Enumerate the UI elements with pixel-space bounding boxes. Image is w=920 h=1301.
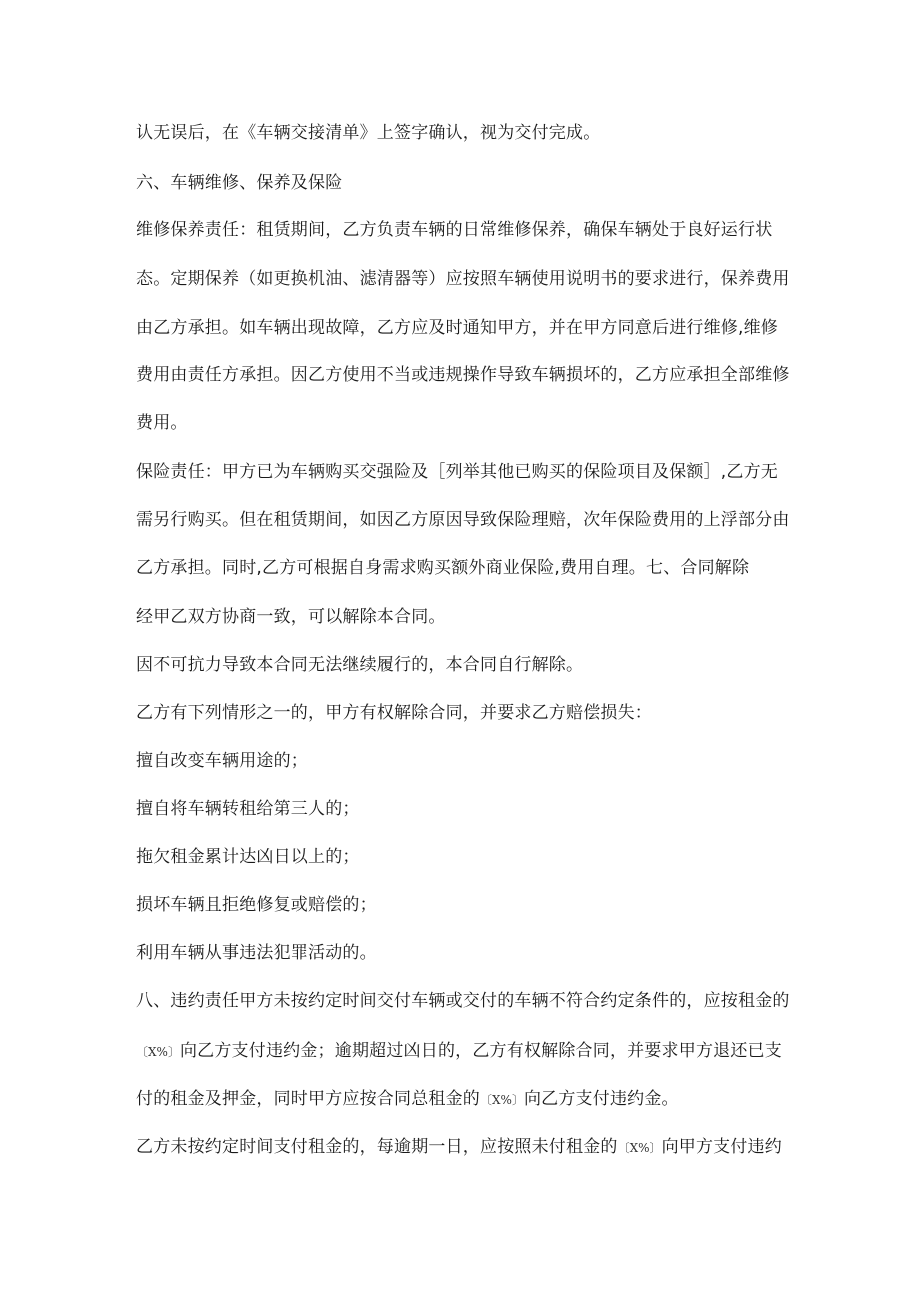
percentage-placeholder: 〔X%〕 (480, 1093, 524, 1107)
text-line: 维修保养责任：租赁期间，乙方负责车辆的日常维修保养，确保车辆处于良好运行状 (136, 220, 773, 240)
text-line: 乙方有下列情形之一的，甲方有权解除合同，并要求乙方赔偿损失： (136, 703, 652, 723)
text-line: 态。定期保养（如更换机油、滤清器等）应按照车辆使用说明书的要求进行，保养费用 (136, 269, 790, 289)
text-line: 需另行购买。但在租赁期间，如因乙方原因导致保险理赔，次年保险费用的上浮部分由 (136, 510, 790, 530)
text-span: 付的租金及押金，同时甲方应按合同总租金的 (136, 1089, 480, 1109)
text-line (136, 1040, 796, 1063)
text-line: 保险责任：甲方已为车辆购买交强险及［列举其他已购买的保险项目及保额］,乙方无 (136, 462, 779, 482)
text-span: 乙方未按约定时间支付租金的，每逾期一日，应按照未付租金的 (136, 1137, 618, 1157)
list-item: 损坏车辆且拒绝修复或赔偿的； (136, 895, 377, 915)
section-heading: 八、违约责任甲方未按约定时间交付车辆或交付的车辆不符合约定条件的，应按租金的 (136, 991, 790, 1011)
text-line: 乙方承担。同时,乙方可根据自身需求购买额外商业保险,费用自理。七、合同解除 (136, 558, 750, 578)
text-line: 费用。 (136, 413, 188, 433)
section-heading: 六、车辆维修、保养及保险 (136, 173, 343, 193)
text-span: 向乙方支付违约金；逾期超过凶日的，乙方有权解除合同，并要求甲方退还已支 (179, 1041, 782, 1061)
list-item: 利用车辆从事违法犯罪活动的。 (136, 943, 377, 963)
text-line (136, 1136, 796, 1159)
text-line: 由乙方承担。如车辆出现故障，乙方应及时通知甲方，并在甲方同意后进行维修,维修 (136, 318, 779, 338)
list-item: 擅自将车辆转租给第三人的； (136, 799, 360, 819)
percentage-placeholder: 〔X%〕 (136, 1045, 180, 1059)
list-item: 拖欠租金累计达凶日以上的； (136, 847, 360, 867)
text-span: 向甲方支付违约 (661, 1137, 782, 1157)
text-span: 向乙方支付违约金。 (523, 1089, 679, 1109)
text-line (136, 1088, 796, 1111)
text-line: 认无误后，在《车辆交接清单》上签字确认，视为交付完成。 (136, 123, 601, 143)
text-line: 经甲乙双方协商一致，可以解除本合同。 (136, 607, 446, 627)
text-line: 因不可抗力导致本合同无法继续履行的，本合同自行解除。 (136, 655, 584, 675)
list-item: 擅自改变车辆用途的； (136, 751, 308, 771)
text-line: 费用由责任方承担。因乙方使用不当或违规操作导致车辆损坏的，乙方应承担全部维修 (136, 365, 790, 385)
percentage-placeholder: 〔X%〕 (617, 1141, 662, 1155)
